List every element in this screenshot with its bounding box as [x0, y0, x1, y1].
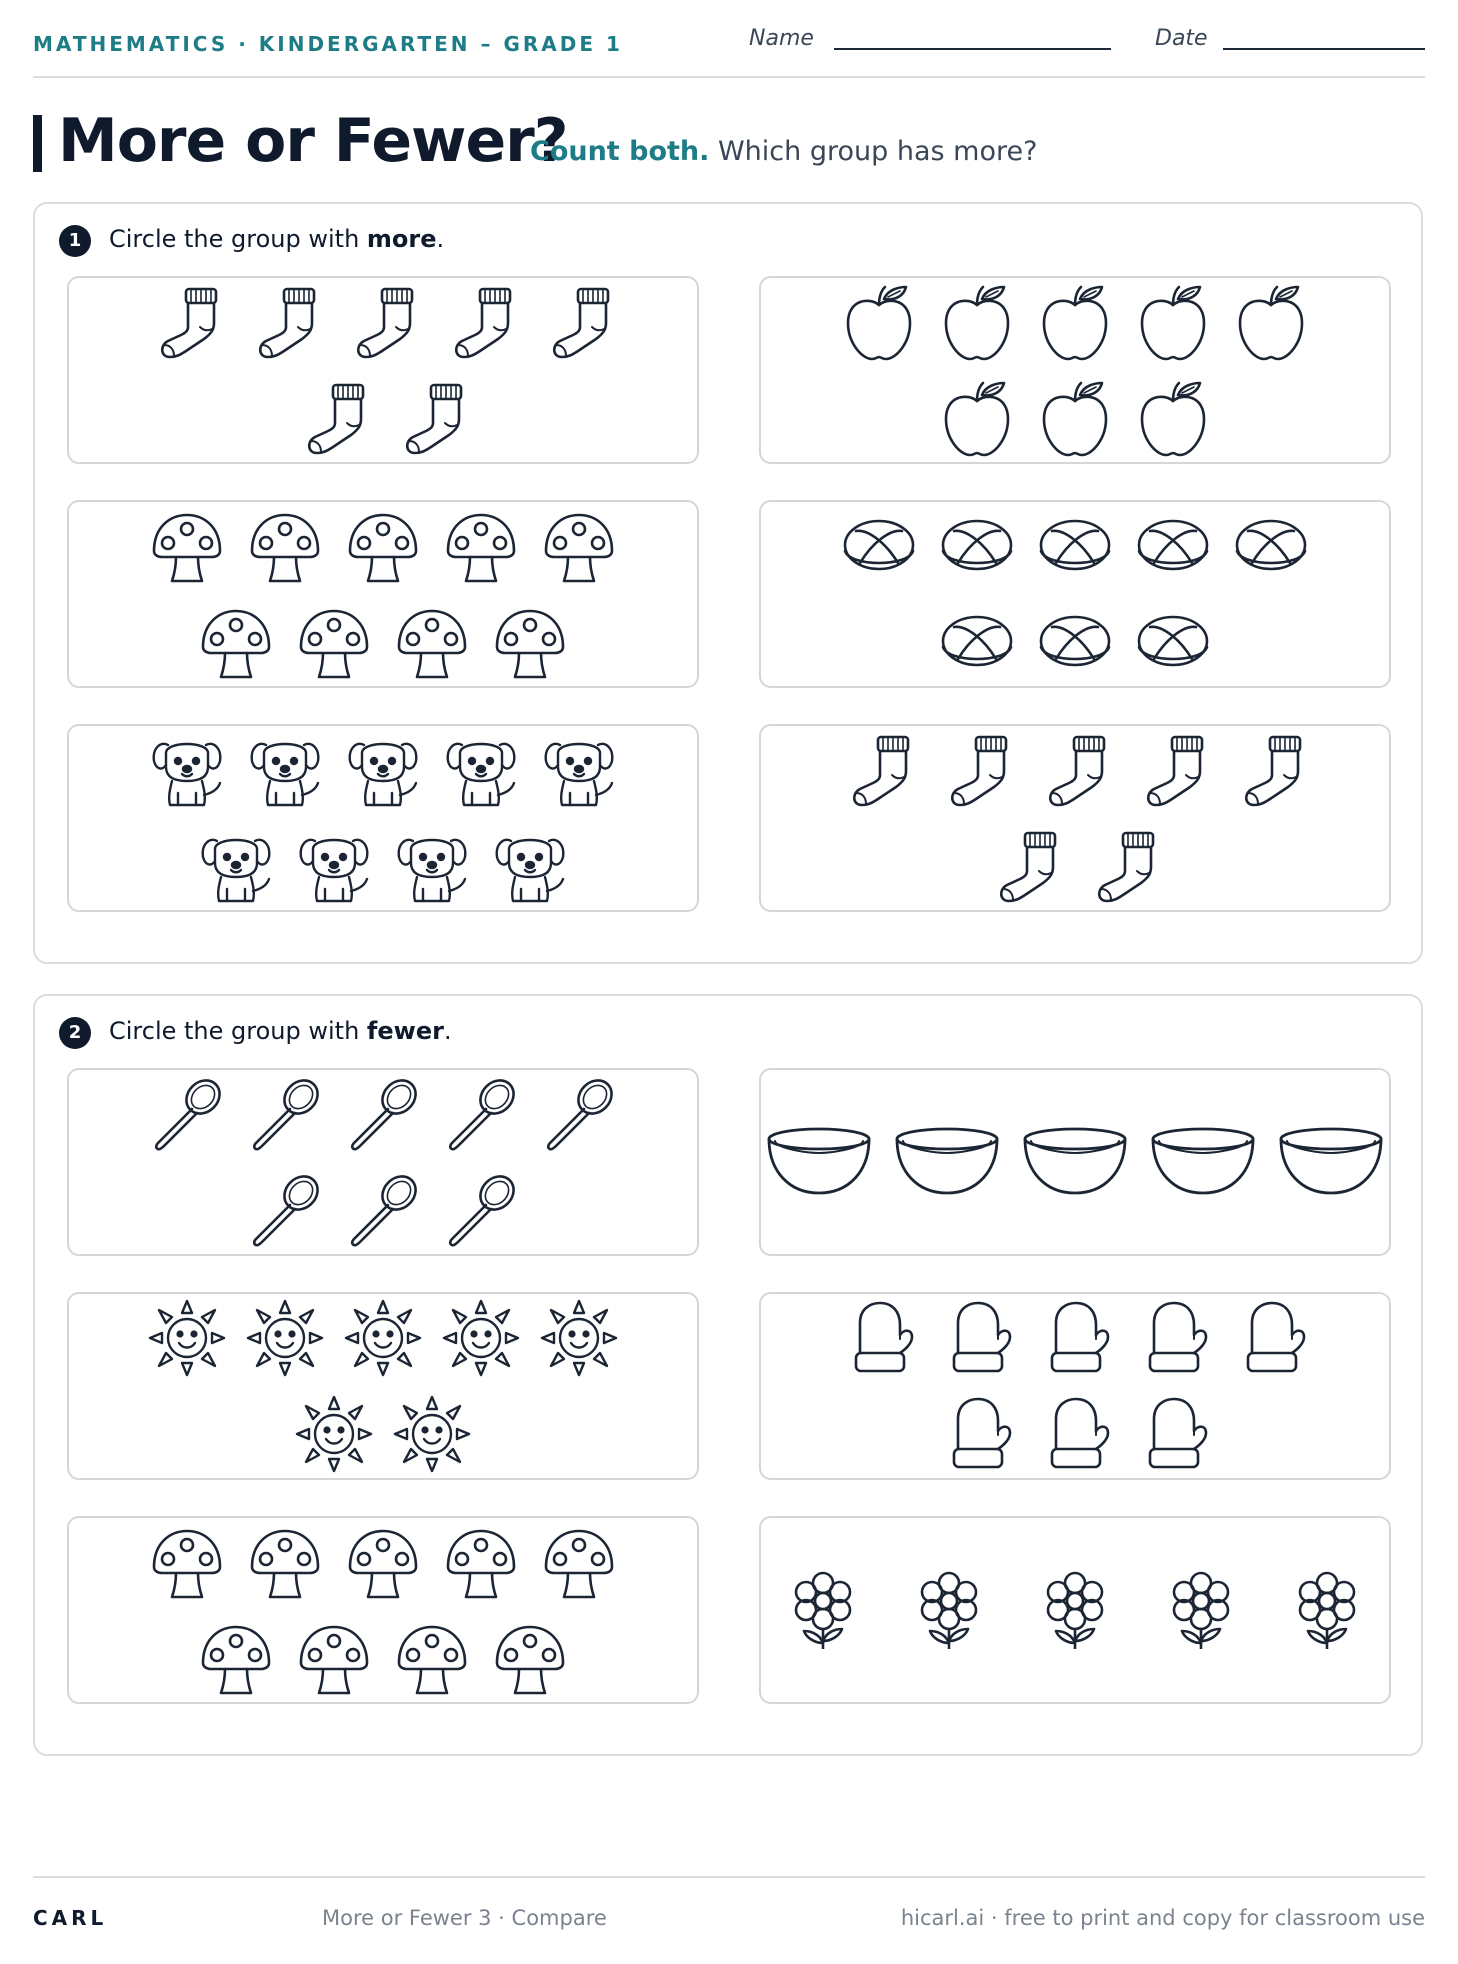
mushroom-icon — [344, 507, 422, 585]
mushroom-icon — [491, 1619, 569, 1697]
mitten-icon — [1134, 1395, 1212, 1473]
footer-brand: CARL — [33, 1906, 108, 1930]
mushroom-icon — [540, 507, 618, 585]
spoon-icon — [246, 1075, 324, 1153]
icon-row — [295, 1395, 471, 1473]
icon-row — [148, 1075, 618, 1153]
icon-row — [246, 1171, 520, 1249]
sock-icon — [938, 731, 1016, 809]
sun-icon — [246, 1299, 324, 1377]
bread-bun-icon — [1134, 603, 1212, 681]
apple-icon — [1036, 283, 1114, 361]
icon-row — [197, 1619, 569, 1697]
spoon-icon — [344, 1171, 422, 1249]
sock-icon — [148, 283, 226, 361]
instruction-punct: . — [436, 225, 445, 253]
sock-icon — [1036, 731, 1114, 809]
group-box-right[interactable] — [759, 1516, 1391, 1704]
flower-icon — [1036, 1571, 1114, 1649]
puppy-icon — [491, 827, 569, 905]
icon-row — [148, 283, 618, 361]
apple-icon — [1134, 379, 1212, 457]
icon-row — [938, 603, 1212, 681]
bread-bun-icon — [1036, 603, 1114, 681]
bread-bun-icon — [1036, 507, 1114, 585]
group-box-left[interactable] — [67, 1516, 699, 1704]
question-instruction — [109, 1017, 452, 1045]
sock-icon — [1232, 731, 1310, 809]
mushroom-icon — [295, 603, 373, 681]
bowl-icon — [765, 1123, 873, 1201]
puppy-icon — [540, 731, 618, 809]
subtitle-accent: Count both. — [530, 136, 710, 167]
icon-row — [840, 1299, 1310, 1377]
name-label: Name — [749, 26, 814, 51]
question-number: 2 — [59, 1017, 91, 1049]
mushroom-icon — [442, 1523, 520, 1601]
apple-icon — [1232, 283, 1310, 361]
sock-icon — [840, 731, 918, 809]
group-box-right[interactable] — [759, 1292, 1391, 1480]
instruction-text: Circle the group with — [109, 225, 367, 253]
icon-row — [840, 283, 1310, 361]
sun-icon — [295, 1395, 373, 1473]
footer-worksheet-name: More or Fewer 3 · Compare — [322, 1906, 607, 1930]
mushroom-icon — [393, 603, 471, 681]
group-box-left[interactable] — [67, 724, 699, 912]
mushroom-icon — [246, 1523, 324, 1601]
mitten-icon — [938, 1299, 1016, 1377]
sock-icon — [246, 283, 324, 361]
mushroom-icon — [197, 603, 275, 681]
icon-row — [148, 731, 618, 809]
icon-row — [840, 731, 1310, 809]
question-number: 1 — [59, 225, 91, 257]
date-label: Date — [1155, 26, 1208, 51]
sock-icon — [295, 379, 373, 457]
puppy-icon — [344, 731, 422, 809]
puppy-icon — [148, 731, 226, 809]
footer-notice: hicarl.ai · free to print and copy for classroom use — [900, 1906, 1425, 1930]
group-box-right[interactable] — [759, 500, 1391, 688]
sock-icon — [344, 283, 422, 361]
puppy-icon — [393, 827, 471, 905]
icon-row — [765, 1123, 1385, 1201]
apple-icon — [938, 379, 1016, 457]
puppy-icon — [442, 731, 520, 809]
icon-row — [987, 827, 1163, 905]
header-divider — [33, 76, 1425, 78]
icon-row — [197, 827, 569, 905]
mushroom-icon — [491, 603, 569, 681]
bread-bun-icon — [1134, 507, 1212, 585]
group-box-left[interactable] — [67, 1068, 699, 1256]
mitten-icon — [1134, 1299, 1212, 1377]
apple-icon — [938, 283, 1016, 361]
mushroom-icon — [344, 1523, 422, 1601]
page-subtitle — [530, 136, 1037, 167]
sock-icon — [1134, 731, 1212, 809]
sock-icon — [393, 379, 471, 457]
group-box-right[interactable] — [759, 276, 1391, 464]
icon-row — [148, 507, 618, 585]
mushroom-icon — [148, 507, 226, 585]
icon-row — [148, 1523, 618, 1601]
flower-icon — [1162, 1571, 1240, 1649]
mushroom-icon — [393, 1619, 471, 1697]
mushroom-icon — [540, 1523, 618, 1601]
instruction-keyword: more — [366, 225, 437, 253]
mushroom-icon — [442, 507, 520, 585]
bowl-icon — [1021, 1123, 1129, 1201]
spoon-icon — [344, 1075, 422, 1153]
date-line[interactable] — [1223, 48, 1425, 50]
group-box-right[interactable] — [759, 1068, 1391, 1256]
icon-row — [784, 1571, 1366, 1649]
icon-row — [197, 603, 569, 681]
instruction-keyword: fewer — [366, 1017, 444, 1045]
mitten-icon — [938, 1395, 1016, 1473]
mushroom-icon — [148, 1523, 226, 1601]
bowl-icon — [893, 1123, 1001, 1201]
sun-icon — [344, 1299, 422, 1377]
sun-icon — [393, 1395, 471, 1473]
group-box-left[interactable] — [67, 500, 699, 688]
title-accent-bar — [33, 115, 42, 172]
subtitle-rest: Which group has more? — [717, 136, 1038, 167]
sun-icon — [148, 1299, 226, 1377]
icon-row — [295, 379, 471, 457]
apple-icon — [1134, 283, 1212, 361]
question-instruction — [109, 225, 444, 253]
flower-icon — [910, 1571, 988, 1649]
group-box-left[interactable] — [67, 276, 699, 464]
group-box-left[interactable] — [67, 1292, 699, 1480]
icon-row — [148, 1299, 618, 1377]
icon-row — [938, 1395, 1212, 1473]
mushroom-icon — [295, 1619, 373, 1697]
sun-icon — [442, 1299, 520, 1377]
spoon-icon — [442, 1171, 520, 1249]
spoon-icon — [148, 1075, 226, 1153]
apple-icon — [1036, 379, 1114, 457]
spoon-icon — [246, 1171, 324, 1249]
page-title: More or Fewer? — [58, 106, 568, 176]
mushroom-icon — [197, 1619, 275, 1697]
apple-icon — [840, 283, 918, 361]
spoon-icon — [540, 1075, 618, 1153]
footer-divider — [33, 1876, 1425, 1878]
group-box-right[interactable] — [759, 724, 1391, 912]
name-line[interactable] — [834, 48, 1111, 50]
worksheet-header — [33, 24, 1425, 64]
sock-icon — [987, 827, 1065, 905]
subject-label: MATHEMATICS · KINDERGARTEN – GRADE 1 — [33, 32, 623, 56]
bread-bun-icon — [938, 603, 1016, 681]
bowl-icon — [1277, 1123, 1385, 1201]
flower-icon — [1288, 1571, 1366, 1649]
mitten-icon — [1036, 1299, 1114, 1377]
bread-bun-icon — [1232, 507, 1310, 585]
mushroom-icon — [246, 507, 324, 585]
bowl-icon — [1149, 1123, 1257, 1201]
puppy-icon — [295, 827, 373, 905]
icon-row — [840, 507, 1310, 585]
sock-icon — [540, 283, 618, 361]
mitten-icon — [1232, 1299, 1310, 1377]
bread-bun-icon — [938, 507, 1016, 585]
instruction-text: Circle the group with — [109, 1017, 367, 1045]
puppy-icon — [246, 731, 324, 809]
mitten-icon — [1036, 1395, 1114, 1473]
spoon-icon — [442, 1075, 520, 1153]
bread-bun-icon — [840, 507, 918, 585]
flower-icon — [784, 1571, 862, 1649]
sock-icon — [1085, 827, 1163, 905]
icon-row — [938, 379, 1212, 457]
sock-icon — [442, 283, 520, 361]
instruction-punct: . — [443, 1017, 452, 1045]
puppy-icon — [197, 827, 275, 905]
sun-icon — [540, 1299, 618, 1377]
mitten-icon — [840, 1299, 918, 1377]
